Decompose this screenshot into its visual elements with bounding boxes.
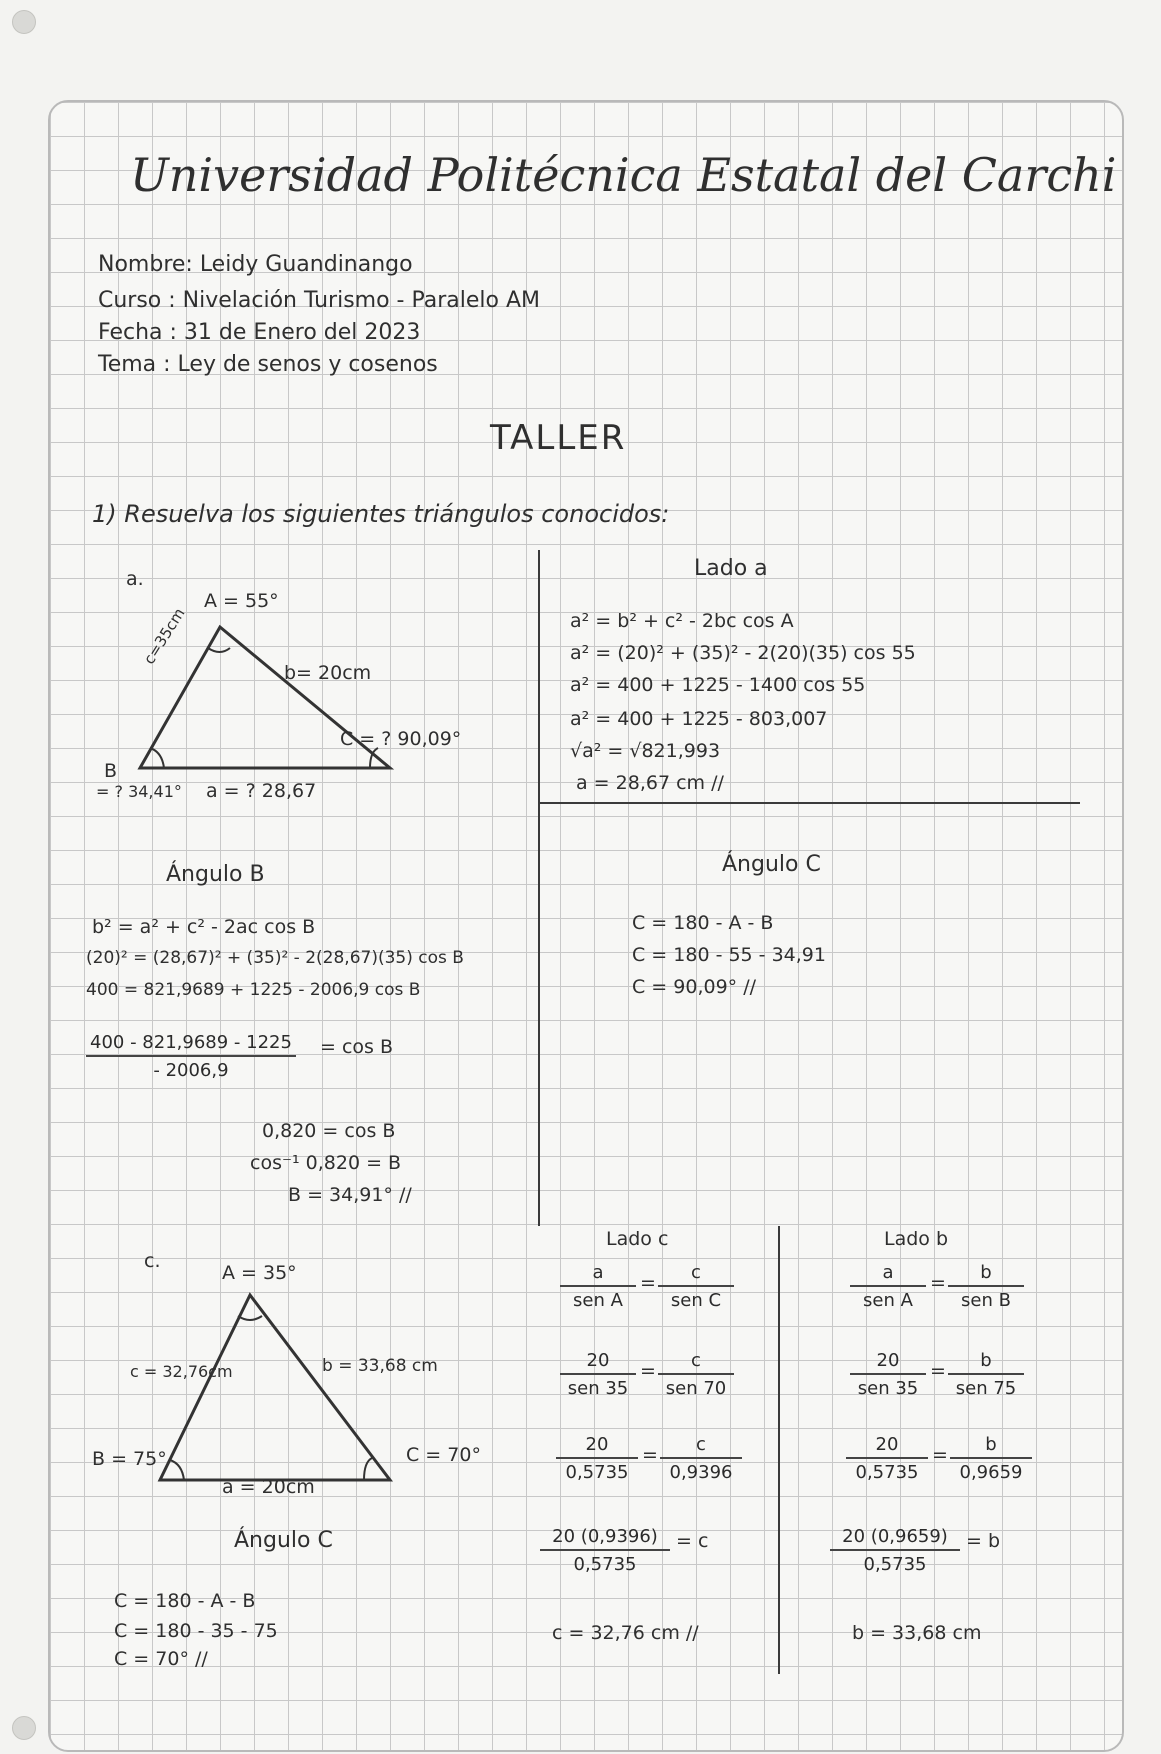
angulo-b-fraction <box>86 1032 296 1081</box>
side-a-label: a = ? 28,67 <box>206 780 317 802</box>
fraction-rhs: = cos B <box>320 1036 394 1058</box>
fraction-numerator: 400 - 821,9689 - 1225 <box>86 1032 296 1057</box>
side-b-label-c: b = 33,68 cm <box>322 1356 438 1376</box>
lado-b-fraction-left <box>846 1434 928 1483</box>
fraction-denominator: 0,5735 <box>863 1554 927 1575</box>
angulo-c-heading: Ángulo C <box>722 852 821 877</box>
angulo-b-heading: Ángulo B <box>166 862 265 887</box>
lado-b-final-fraction <box>830 1526 960 1575</box>
lado-b-fraction-left <box>850 1262 926 1311</box>
side-b-label: b= 20cm <box>284 662 372 684</box>
fraction-numerator: 20 <box>560 1350 636 1375</box>
angulo-c2-line: C = 180 - A - B <box>114 1590 256 1612</box>
angle-a-label: A = 55° <box>204 590 279 612</box>
fraction-numerator: a <box>850 1262 926 1287</box>
fraction-numerator: b <box>948 1350 1024 1375</box>
student-name: Nombre: Leidy Guandinango <box>98 252 413 277</box>
fraction-denominator: sen 70 <box>665 1378 727 1399</box>
lado-c-heading: Lado c <box>606 1228 669 1250</box>
lado-c-fraction-left <box>560 1262 636 1311</box>
fraction-denominator: 0,5735 <box>573 1554 637 1575</box>
topic-info: Tema : Ley de senos y cosenos <box>98 352 438 377</box>
lado-b-fraction-left <box>850 1350 926 1399</box>
fraction-denominator: sen A <box>863 1290 913 1311</box>
equals-sign: = <box>642 1444 658 1466</box>
fraction-numerator: 20 <box>556 1434 638 1459</box>
angle-arc-c-right <box>364 1458 372 1480</box>
instruction-text: 1) Resuelva los siguientes triángulos conocidos: <box>92 500 670 528</box>
final-rhs: = b <box>966 1530 1001 1552</box>
fraction-denominator: 0,5735 <box>855 1462 919 1483</box>
triangle-c <box>160 1295 390 1480</box>
problem-c-label: c. <box>144 1250 161 1272</box>
lado-a-line: a² = (20)² + (35)² - 2(20)(35) cos 55 <box>570 642 916 664</box>
lado-c-fraction-right <box>658 1262 734 1311</box>
angulo-c-line: C = 180 - 55 - 34,91 <box>632 944 826 966</box>
lado-a-line: √a² = √821,993 <box>570 740 721 762</box>
lado-c-fraction-left <box>556 1434 638 1483</box>
equals-sign: = <box>640 1272 656 1294</box>
angle-arc-c-top <box>238 1316 262 1320</box>
workshop-heading: TALLER <box>490 418 627 458</box>
angulo-b-line: (20)² = (28,67)² + (35)² - 2(28,67)(35) cos B <box>86 948 464 968</box>
fraction-denominator: sen B <box>961 1290 1011 1311</box>
angulo-c-line: C = 180 - A - B <box>632 912 774 934</box>
fraction-denominator: - 2006,9 <box>153 1060 229 1081</box>
lado-c-fraction-right <box>658 1350 734 1399</box>
fraction-numerator: b <box>950 1434 1032 1459</box>
angle-c-label: C = ? 90,09° <box>340 728 462 750</box>
lado-b-fraction-right <box>948 1350 1024 1399</box>
lado-b-heading: Lado b <box>884 1228 949 1250</box>
fraction-numerator: c <box>658 1350 734 1375</box>
page-title: Universidad Politécnica Estatal del Carchi <box>130 148 1117 202</box>
vertex-b-label: B <box>104 760 118 782</box>
angle-b-label-c: B = 75° <box>92 1448 167 1470</box>
side-a-label-c: a = 20cm <box>222 1476 315 1498</box>
lado-c-fraction-left <box>560 1350 636 1399</box>
fraction-denominator: 0,5735 <box>565 1462 629 1483</box>
angulo-b-line: b² = a² + c² - 2ac cos B <box>92 916 316 938</box>
lado-c-final-fraction <box>540 1526 670 1575</box>
fraction-numerator: c <box>658 1262 734 1287</box>
angle-arc-a-left <box>150 748 164 768</box>
fraction-denominator: 0,9659 <box>959 1462 1023 1483</box>
lado-a-line: a² = 400 + 1225 - 803,007 <box>570 708 828 730</box>
equals-sign: = <box>930 1360 946 1382</box>
angulo-b-line: 0,820 = cos B <box>262 1120 396 1142</box>
fraction-numerator: a <box>560 1262 636 1287</box>
side-c-label-c: c = 32,76cm <box>130 1362 233 1381</box>
equals-sign: = <box>930 1272 946 1294</box>
lado-a-line: a² = b² + c² - 2bc cos A <box>570 610 794 632</box>
equals-sign: = <box>932 1444 948 1466</box>
lado-c-fraction-right <box>660 1434 742 1483</box>
fraction-numerator: 20 (0,9396) <box>540 1526 670 1551</box>
angulo-c2-result: C = 70° // <box>114 1648 208 1670</box>
final-rhs: = c <box>676 1530 709 1552</box>
fraction-numerator: 20 <box>850 1350 926 1375</box>
equals-sign: = <box>640 1360 656 1382</box>
problem-a-label: a. <box>126 568 144 590</box>
lado-a-result: a = 28,67 cm // <box>576 772 724 794</box>
angle-b-label: = ? 34,41° <box>96 782 182 801</box>
fraction-denominator: sen C <box>670 1290 722 1311</box>
lado-a-line: a² = 400 + 1225 - 1400 cos 55 <box>570 674 866 696</box>
fraction-numerator: b <box>948 1262 1024 1287</box>
lado-a-heading: Lado a <box>694 556 768 581</box>
angle-arc-a-top <box>208 648 230 652</box>
fraction-numerator: c <box>660 1434 742 1459</box>
lado-b-fraction-right <box>948 1262 1024 1311</box>
angulo-c2-heading: Ángulo C <box>234 1528 333 1553</box>
angle-arc-c-left <box>170 1460 184 1480</box>
angulo-b-line: 400 = 821,9689 + 1225 - 2006,9 cos B <box>86 980 421 1000</box>
lado-c-result: c = 32,76 cm // <box>552 1622 699 1644</box>
angle-c-label-c: C = 70° <box>406 1444 481 1466</box>
angulo-c-result: C = 90,09° // <box>632 976 757 998</box>
fraction-denominator: sen 35 <box>857 1378 919 1399</box>
course-info: Curso : Nivelación Turismo - Paralelo AM <box>98 288 540 313</box>
fraction-denominator: 0,9396 <box>669 1462 733 1483</box>
side-c-label: c=35cm <box>140 604 189 668</box>
fraction-denominator: sen A <box>573 1290 623 1311</box>
date-info: Fecha : 31 de Enero del 2023 <box>98 320 421 345</box>
angulo-c2-line: C = 180 - 35 - 75 <box>114 1620 278 1642</box>
fraction-numerator: 20 <box>846 1434 928 1459</box>
fraction-denominator: sen 75 <box>955 1378 1017 1399</box>
fraction-denominator: sen 35 <box>567 1378 629 1399</box>
lado-b-fraction-right <box>950 1434 1032 1483</box>
angulo-b-result: B = 34,91° // <box>288 1184 412 1206</box>
fraction-numerator: 20 (0,9659) <box>830 1526 960 1551</box>
angulo-b-line: cos⁻¹ 0,820 = B <box>250 1152 402 1174</box>
lado-b-result: b = 33,68 cm <box>852 1622 982 1644</box>
angle-a-label-c: A = 35° <box>222 1262 297 1284</box>
